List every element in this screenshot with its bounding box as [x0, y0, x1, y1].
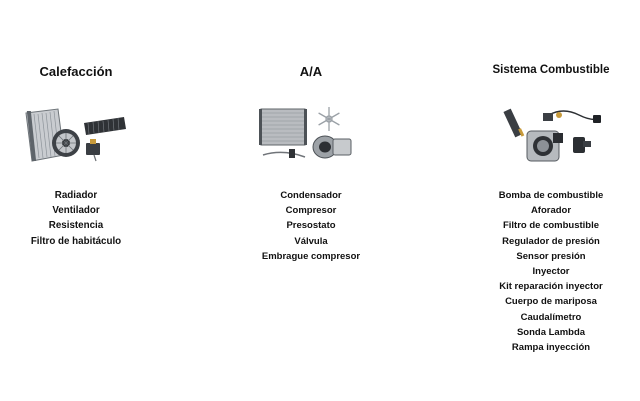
condenser-illustration [259, 109, 307, 145]
pressure-sensor-illustration [573, 137, 591, 153]
pressure-switch-illustration [263, 149, 305, 158]
list-item: Regulador de presión [502, 235, 600, 247]
category-title: Calefacción [39, 64, 113, 79]
fuel-system-parts-image [499, 103, 603, 167]
lambda-sensor-illustration [543, 111, 601, 123]
list-item: Cuerpo de mariposa [505, 296, 597, 308]
list-item: Inyector [532, 265, 570, 277]
blower-fan-illustration [52, 129, 80, 157]
list-item: Ventilador [52, 205, 100, 217]
list-item: Condensador [280, 190, 342, 201]
list-item: Embrague compresor [261, 250, 361, 262]
list-item: Resistencia [48, 220, 104, 232]
list-item: Bomba de combustible [498, 190, 604, 201]
cabin-filter-illustration [84, 117, 126, 135]
list-item: Presostato [286, 220, 336, 232]
category-item-list [476, 188, 626, 355]
injector-illustration [503, 109, 524, 138]
list-item: Rampa inyección [511, 341, 591, 353]
list-item: Filtro de combustible [502, 220, 600, 232]
list-item: Radiador [54, 190, 98, 201]
compressor-illustration [313, 136, 351, 158]
list-item: Caudalímetro [520, 311, 582, 323]
throttle-body-illustration [527, 131, 563, 161]
list-item: Aforador [530, 205, 572, 217]
resistor-illustration [86, 139, 100, 161]
category-title: Sistema Combustible [492, 64, 610, 76]
ac-parts-image [259, 103, 363, 167]
category-title: A/A [299, 64, 323, 79]
list-item: Compresor [285, 205, 337, 217]
list-item: Kit reparación inyector [499, 281, 603, 293]
list-item: Sensor presión [516, 250, 586, 262]
list-item: Sonda Lambda [516, 326, 586, 338]
snowflake-icon [319, 107, 340, 131]
heating-parts-image [24, 103, 128, 167]
list-item: Válvula [294, 235, 328, 247]
category-item-list [236, 188, 386, 264]
list-item: Filtro de habitáculo [30, 235, 122, 247]
category-item-list [0, 188, 152, 249]
